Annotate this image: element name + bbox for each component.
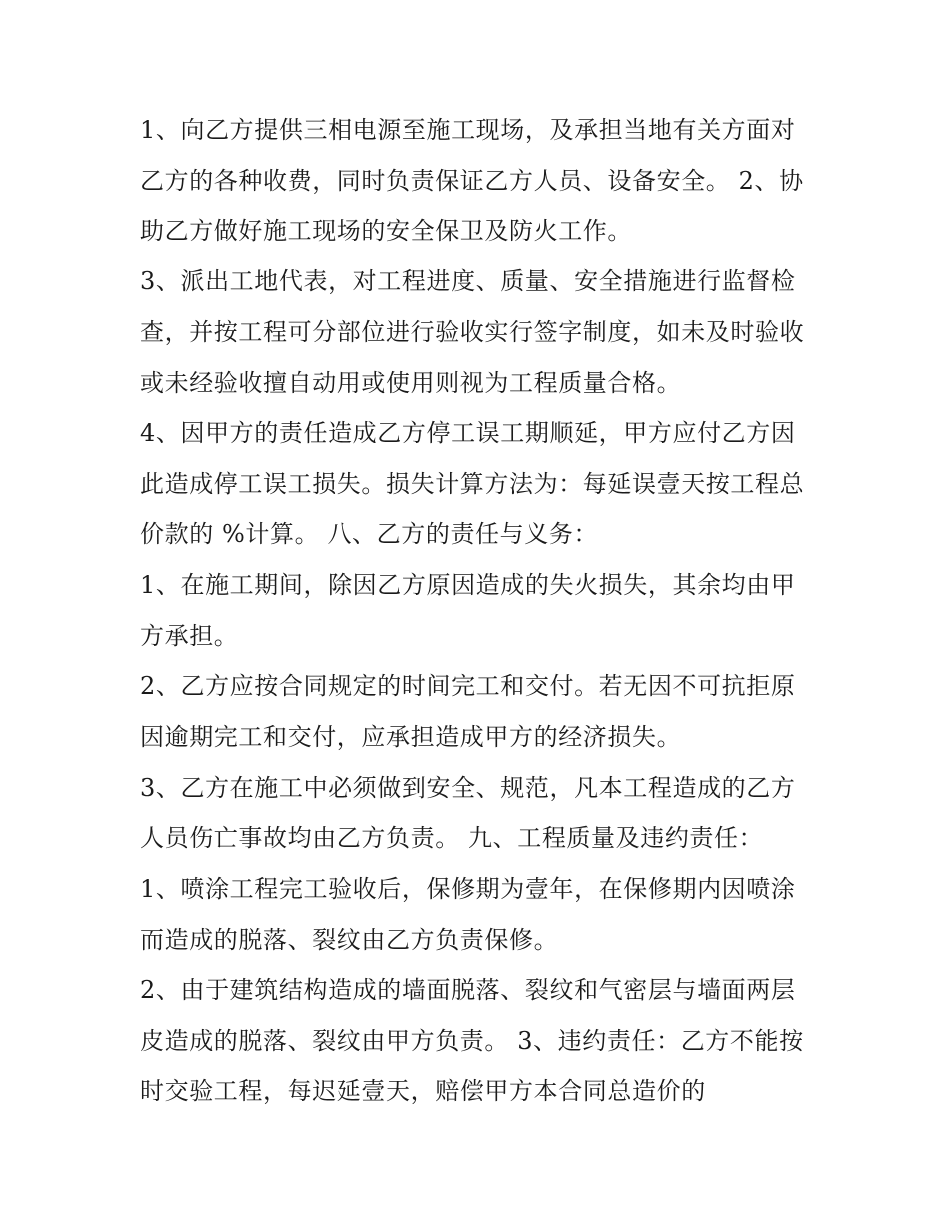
text-line: 助乙方做好施工现场的安全保卫及防火工作。 [140, 217, 632, 245]
text-line: 2、由于建筑结构造成的墙面脱落、裂纹和气密层与墙面两层 [140, 976, 796, 1004]
text-line: 方承担。 [140, 622, 239, 650]
text-line: 此造成停工误工损失。损失计算方法为：每延误壹天按工程总 [140, 470, 805, 498]
text-line: 时交验工程，每迟延壹天，赔偿甲方本合同总造价的 [140, 1077, 706, 1105]
text-line: 因逾期完工和交付，应承担造成甲方的经济损失。 [140, 723, 682, 751]
text-line: 乙方的各种收费，同时负责保证乙方人员、设备安全。 2、协 [140, 167, 804, 195]
text-line: 而造成的脱落、裂纹由乙方负责保修。 [140, 926, 559, 954]
text-line: 查，并按工程可分部位进行验收实行签字制度，如未及时验收 [140, 318, 805, 346]
text-line: 人员伤亡事故均由乙方负责。 九、工程质量及违约责任： [140, 824, 764, 852]
text-line: 价款的 %计算。 八、乙方的责任与义务： [140, 520, 599, 548]
text-line: 3、派出工地代表，对工程进度、质量、安全措施进行监督检 [140, 267, 796, 295]
text-line: 1、在施工期间，除因乙方原因造成的失火损失，其余均由甲 [140, 571, 796, 599]
text-line: 1、喷涂工程完工验收后，保修期为壹年，在保修期内因喷涂 [140, 875, 796, 903]
text-line: 2、乙方应按合同规定的时间完工和交付。若无因不可抗拒原 [140, 672, 796, 700]
text-line: 或未经验收擅自动用或使用则视为工程质量合格。 [140, 369, 682, 397]
text-line: 1、向乙方提供三相电源至施工现场，及承担当地有关方面对 [140, 116, 796, 144]
text-line: 3、乙方在施工中必须做到安全、规范，凡本工程造成的乙方 [140, 774, 796, 802]
text-line: 皮造成的脱落、裂纹由甲方负责。 3、违约责任：乙方不能按 [140, 1027, 804, 1055]
text-line: 4、因甲方的责任造成乙方停工误工期顺延，甲方应付乙方因 [140, 419, 796, 447]
